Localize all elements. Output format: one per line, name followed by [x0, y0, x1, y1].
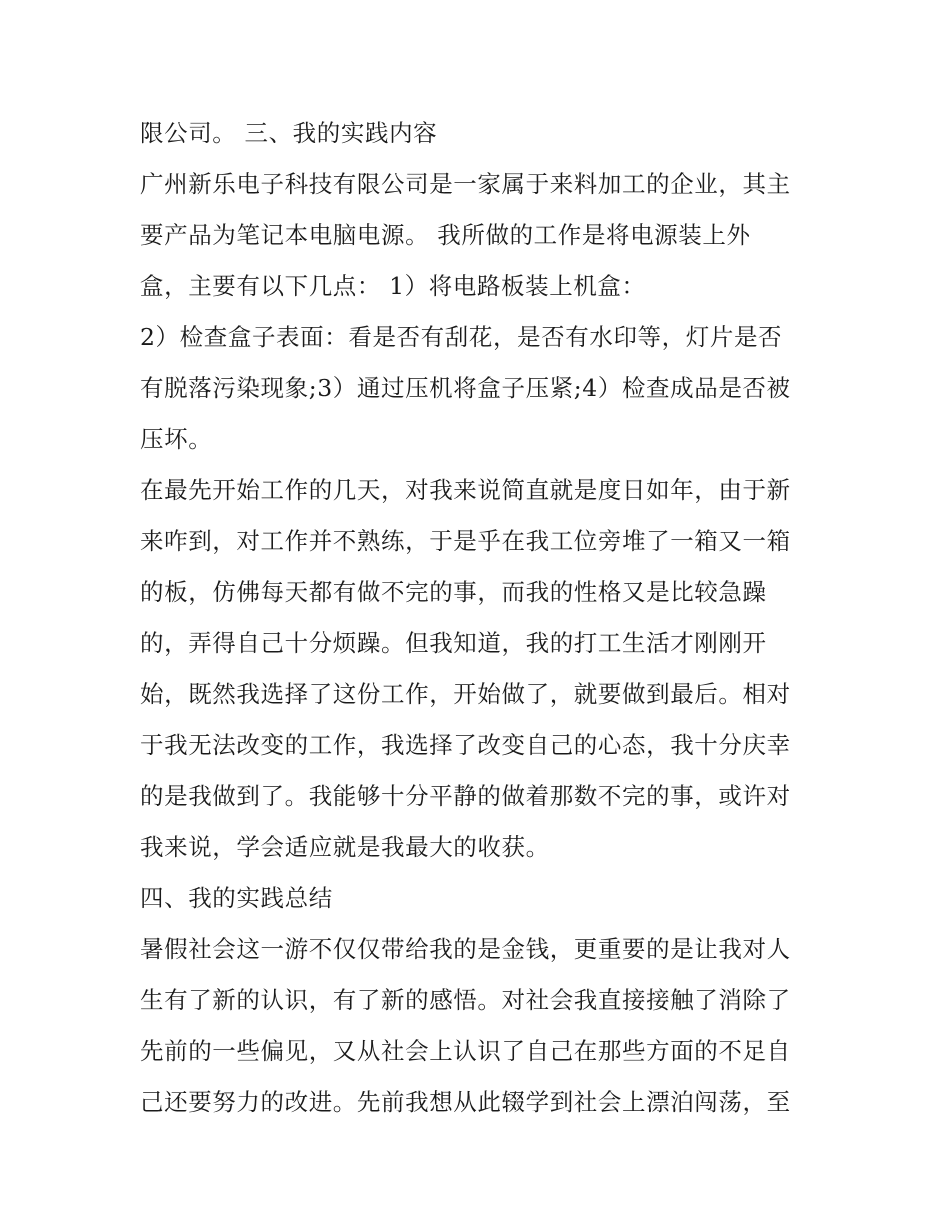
text-line: 广州新乐电子科技有限公司是一家属于来料加工的企业，其主 — [140, 170, 791, 198]
text-line: 在最先开始工作的几天，对我来说简直就是度日如年，由于新 — [140, 476, 791, 504]
text-line: 要产品为笔记本电脑电源。 我所做的工作是将电源装上外 — [140, 221, 751, 249]
text-line: 暑假社会这一游不仅仅带给我的是金钱，更重要的是让我对人 — [140, 935, 791, 963]
text-line: 于我无法改变的工作，我选择了改变自己的心态，我十分庆幸 — [140, 731, 791, 759]
text-line: 的是我做到了。我能够十分平静的做着那数不完的事，或许对 — [140, 782, 791, 810]
text-line: 来咋到，对工作并不熟练，于是乎在我工位旁堆了一箱又一箱 — [140, 527, 791, 555]
text-line: 生有了新的认识，有了新的感悟。对社会我直接接触了消除了 — [140, 986, 791, 1014]
text-line: 先前的一些偏见，又从社会上认识了自己在那些方面的不足自 — [140, 1037, 791, 1065]
text-line: 2）检查盒子表面：看是否有刮花，是否有水印等，灯片是否 — [140, 323, 783, 351]
text-line: 限公司。 三、我的实践内容 — [140, 119, 438, 147]
text-line: 我来说，学会适应就是我最大的收获。 — [140, 833, 550, 861]
text-line: 有脱落污染现象;3）通过压机将盒子压紧;4）检查成品是否被 — [140, 374, 791, 402]
text-line: 始，既然我选择了这份工作，开始做了，就要做到最后。相对 — [140, 680, 791, 708]
text-line: 的板，仿佛每天都有做不完的事，而我的性格又是比较急躁 — [140, 578, 767, 606]
text-line: 盒，主要有以下几点： 1）将电路板装上机盒： — [140, 272, 646, 300]
section-heading: 四、我的实践总结 — [140, 884, 333, 912]
document-body — [140, 108, 820, 1128]
text-line: 的，弄得自己十分烦躁。但我知道，我的打工生活才刚刚开 — [140, 629, 767, 657]
text-line: 己还要努力的改进。先前我想从此辍学到社会上漂泊闯荡，至 — [140, 1088, 791, 1116]
text-line: 压坏。 — [140, 425, 213, 453]
